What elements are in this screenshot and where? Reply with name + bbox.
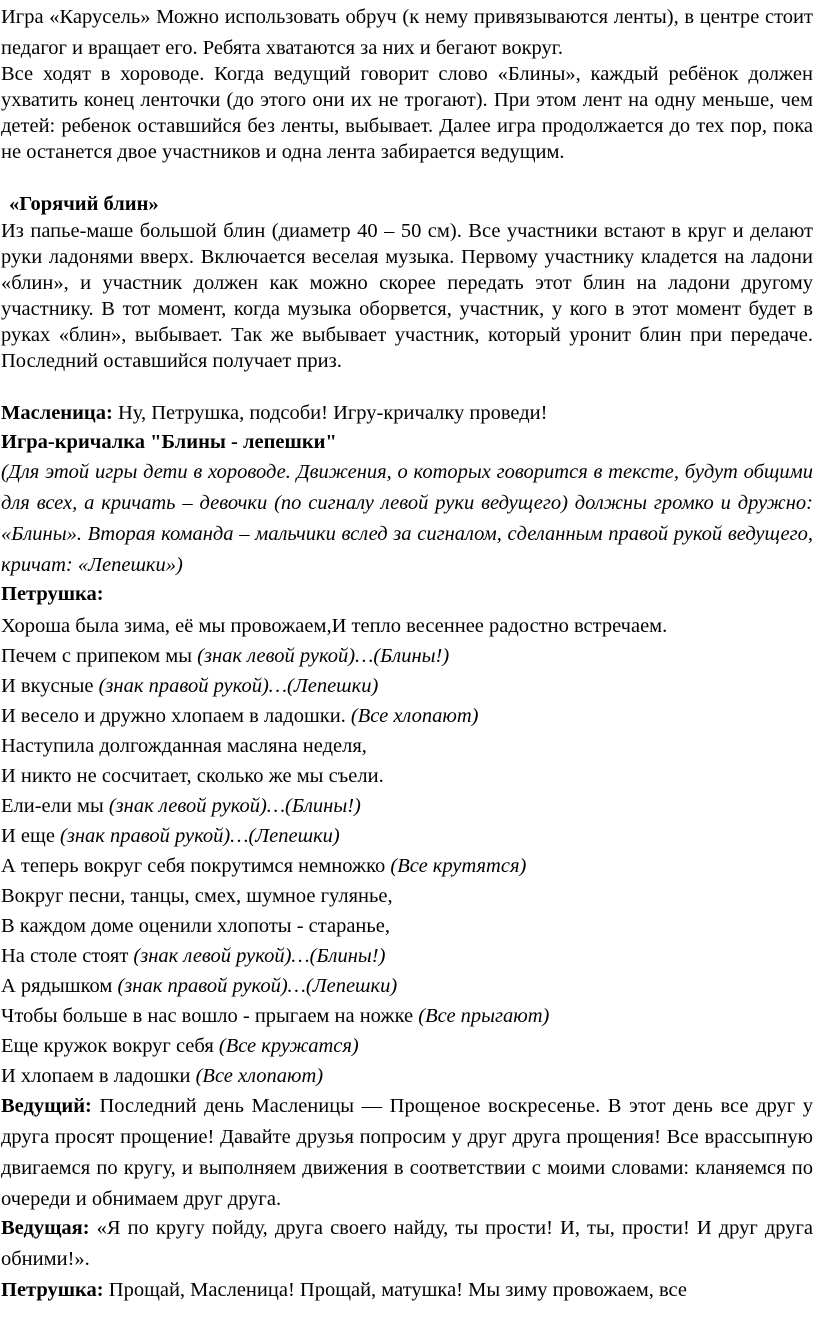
verse-line xyxy=(1,821,813,852)
verse-line xyxy=(1,1001,813,1032)
verse-line xyxy=(1,791,813,822)
verse-note: (Все прыгают) xyxy=(418,1005,550,1027)
speaker-vedushchaya: Ведущая: xyxy=(1,1217,90,1239)
hot-pancake-description: Из папье-маше большой блин (диаметр 40 – 50 см). Все участники встают в круг и делают руки ладонями вверх. Включается веселая музыка. Первому участнику кладется на ладони «блин», и участник должен как можно скорее передать этот блин на ладони другому участнику. В тот момент, когда музыка оборвется, участник, у кого в этот момент будет в руках «блин», выбывает. Так же выбывает участник, который уронит блин при передаче. Последний оставшийся получает приз. xyxy=(1,220,813,372)
verse-line xyxy=(1,761,813,792)
verse-text: Вокруг песни, танцы, смех, шумное гулянье, xyxy=(1,885,393,907)
hot-pancake-heading xyxy=(9,191,816,217)
speaker-petrushka-final: Петрушка: xyxy=(1,1279,104,1301)
verse-text: На столе стоят xyxy=(1,945,134,967)
verse-note: (Все крутятся) xyxy=(390,855,527,877)
verse-note: (Все хлопают) xyxy=(195,1065,324,1087)
intro-paragraph-carousel: Игра «Карусель» Можно использовать обруч (к нему привязываются ленты), в центре стоит педагог и вращает его. Ребята хватаются за них и бегают вокруг. xyxy=(1,6,813,59)
game-instructions-text: (Для этой игры дети в хороводе. Движения, о которых говорится в тексте, будут общими для всех, а кричать – девочки (по сигналу левой руки ведущего) должны громко и дружно: «Блины». Вторая команда – мальчики вслед за сигналом, сделанным правой рукой ведущего, кричат: «Лепешки») xyxy=(1,461,813,576)
verse-note: (знак правой рукой)…(Лепешки) xyxy=(60,825,340,847)
verse-note: (знак правой рукой)…(Лепешки) xyxy=(117,975,398,997)
verse-line xyxy=(1,671,813,702)
verse-note: (Все хлопают) xyxy=(350,705,479,727)
verse-note: (Все кружатся) xyxy=(218,1035,359,1057)
game-title-text: Игра-кричалка "Блины - лепешки" xyxy=(1,431,337,453)
verse-text: Еще кружок вокруг себя xyxy=(1,1035,219,1057)
verse-line xyxy=(1,611,813,642)
verse-line xyxy=(1,1061,813,1092)
verse-text: И весело и дружно хлопаем в ладошки. xyxy=(1,705,351,727)
vedushchaya-text: «Я по кругу пойду, друга своего найду, ты прости! И, ты, прости! И друг друга обними!». xyxy=(1,1217,813,1270)
verse-line xyxy=(1,881,813,912)
intro-paragraph-pancakes-game: Все ходят в хороводе. Когда ведущий говорит слово «Блины», каждый ребёнок должен ухватить конец ленточки (до этого они их не трогают). При этом лент на одну меньше, чем детей: ребенок оставшийся без ленты, выбывает. Далее игра продолжается до тех пор, пока не останется двое участников и одна лента забирается ведущим. xyxy=(1,63,813,163)
speaker-vedushchiy: Ведущий: xyxy=(1,1095,92,1117)
verse-text: И хлопаем в ладошки xyxy=(1,1065,196,1087)
verse-text: И никто не сосчитает, сколько же мы съели. xyxy=(1,765,384,787)
verse-text: Хороша была зима, её мы провожаем,И тепло весеннее радостно встречаем. xyxy=(1,615,668,637)
verse-line xyxy=(1,1031,813,1062)
maslenitsa-text: Ну, Петрушка, подсоби! Игру-кричалку проведи! xyxy=(112,402,548,424)
verse-text: Печем с припеком мы xyxy=(1,645,198,667)
verse-line xyxy=(1,701,813,732)
speaker-maslenitsa: Масленица: xyxy=(1,402,113,424)
game-instructions xyxy=(1,457,813,581)
verse-text: А теперь вокруг себя покрутимся немножко xyxy=(1,855,391,877)
vedushchiy-text: Последний день Масленицы — Прощеное воскресенье. В этот день все друг у друга просят прощение! Давайте друзья попросим у друг друга прощения! Все врассыпную двигаемся по кругу, и выполняем движения в соответствии с моими словами: кланяемся по очереди и обнимаем друг друга. xyxy=(1,1095,813,1210)
hot-pancake-heading-text: «Горячий блин» xyxy=(9,193,159,215)
petrushka-final-text: Прощай, Масленица! Прощай, матушка! Мы зиму провожаем, все xyxy=(103,1279,688,1301)
petrushka-final-paragraph xyxy=(1,1275,813,1306)
verse-note: (знак левой рукой)…(Блины!) xyxy=(108,795,361,817)
verse-note: (знак левой рукой)…(Блины!) xyxy=(133,945,386,967)
verse-text: Чтобы больше в нас вошло - прыгаем на ножке xyxy=(1,1005,419,1027)
verse-line xyxy=(1,971,813,1002)
verse-text: И еще xyxy=(1,825,61,847)
petrushka-label xyxy=(1,580,813,610)
verse-text: А рядышком xyxy=(1,975,118,997)
verse-text: Ели-ели мы xyxy=(1,795,109,817)
game-title xyxy=(1,428,813,458)
verse-line xyxy=(1,941,813,972)
verse-text: В каждом доме оценили хлопоты - старанье, xyxy=(1,915,390,937)
verse-note: (знак правой рукой)…(Лепешки) xyxy=(98,675,379,697)
vedushchaya-paragraph xyxy=(1,1213,813,1275)
verse-line xyxy=(1,731,813,762)
verse-line xyxy=(1,911,813,942)
vedushchiy-paragraph xyxy=(1,1091,813,1215)
maslenitsa-line xyxy=(1,399,813,429)
verse-line xyxy=(1,851,813,882)
speaker-petrushka: Петрушка: xyxy=(1,583,104,605)
verse-text: Наступила долгожданная масляна неделя, xyxy=(1,735,367,757)
verse-note: (знак левой рукой)…(Блины!) xyxy=(197,645,450,667)
verse-line xyxy=(1,641,813,672)
verse-text: И вкусные xyxy=(1,675,99,697)
